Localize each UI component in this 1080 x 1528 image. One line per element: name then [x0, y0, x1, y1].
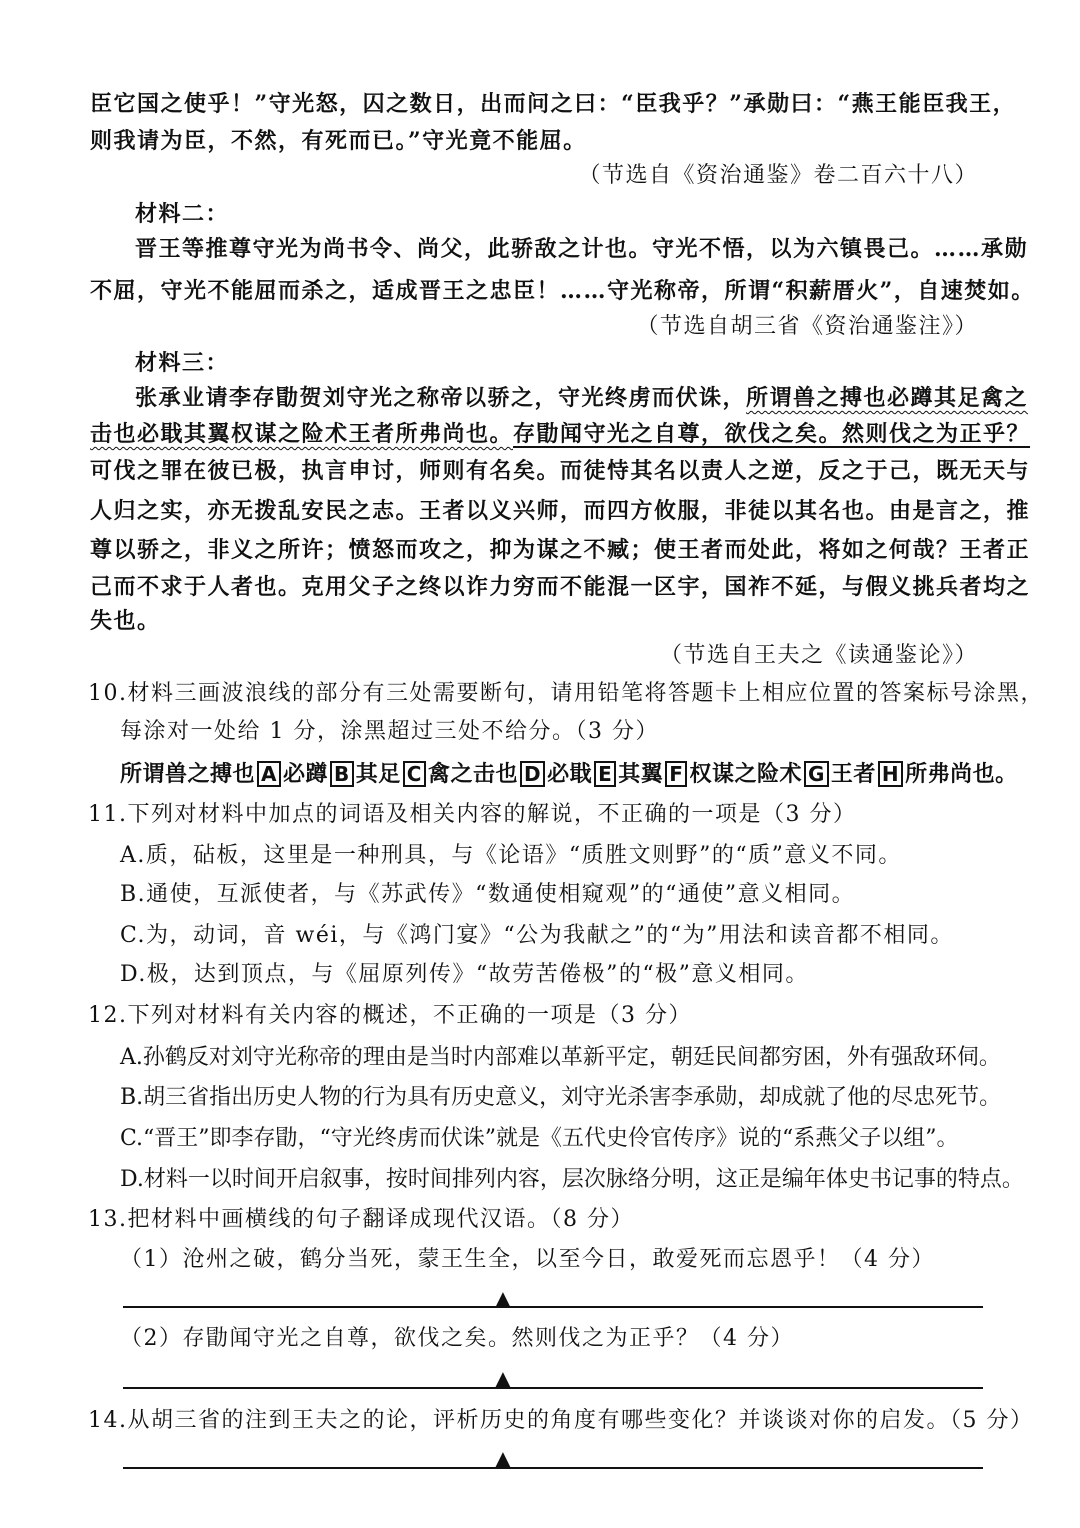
underlined-sentence: 存勖闻守光之自尊，欲伐之矣。然则伐之为正乎？: [513, 421, 1031, 447]
q12-option-d[interactable]: D.材料一以时间开启叙事，按时间排列内容，层次脉络分明，这正是编年体史书记事的特点。: [120, 1167, 1024, 1192]
break-marker-b[interactable]: B: [330, 761, 354, 787]
break-marker-d[interactable]: D: [520, 761, 545, 787]
q12-option-c[interactable]: C.“晋王”即李存勖，“守光终虏而伏诛”就是《五代史伶官传序》说的“系燕父子以组”。: [120, 1126, 959, 1151]
material3-line-3: 可伐之罪在彼已极，执言申讨，师则有名矣。而徒恃其名以责人之逆，反之于己，既无天与: [90, 458, 1031, 484]
q11-option-b[interactable]: B.通使，互派使者，与《苏武传》“数通使相窥观”的“通使”意义相同。: [120, 882, 856, 907]
q14-answer-marker: ▲: [495, 1446, 511, 1470]
q13-sub2-answer-marker: ▲: [495, 1366, 511, 1390]
wavy-passage-part2: 击也必戢其翼权谋之险术王者所弗尚也。: [90, 421, 514, 447]
q10-stem-line-1: 10.材料三画波浪线的部分有三处需要断句，请用铅笔将答题卡上相应位置的答案标号涂黑，: [88, 681, 1044, 706]
material2-source: （节选自胡三省《资治通鉴注》）: [636, 314, 978, 339]
q11-option-d[interactable]: D.极，达到顶点，与《屈原列传》“故劳苦倦极”的“极”意义相同。: [120, 962, 809, 987]
q14-answer-line[interactable]: [123, 1467, 983, 1469]
break-marker-c[interactable]: C: [403, 761, 426, 787]
q13-sub2-answer-line[interactable]: [123, 1387, 983, 1389]
material3-line-6: 己而不求于人者也。克用父子之终以诈力穷而不能混一区宇，国祚不延，与假义挑兵者均之: [90, 574, 1031, 600]
q13-sub-1: （1）沧州之破，鹤分当死，蒙王生全，以至今日，敢爱死而忘恩乎！（4 分）: [120, 1247, 935, 1272]
material3-line-5: 尊以骄之，非义之所许；愤怒而攻之，抑为谋之不臧；使王者而处此，将如之何哉？王者正: [90, 537, 1031, 563]
q12-stem: 12.下列对材料有关内容的概述，不正确的一项是（3 分）: [88, 1003, 692, 1028]
q13-stem: 13.把材料中画横线的句子翻译成现代汉语。（8 分）: [88, 1207, 634, 1232]
q11-stem: 11.下列对材料中加点的词语及相关内容的解说，不正确的一项是（3 分）: [88, 802, 857, 827]
break-marker-e[interactable]: E: [594, 761, 616, 787]
q10-segmented-passage: 所谓兽之搏也 A 必蹲 B 其足 C 禽之击也 D 必戢 E 其翼 F 权谋之险术 G 王者 H 所弗尚也。: [120, 761, 1018, 787]
material3-source: （节选自王夫之《读通鉴论》）: [659, 643, 978, 668]
material1-source: （节选自《资治通鉴》卷二百六十八）: [578, 163, 978, 188]
q11-option-a[interactable]: A.质，砧板，这里是一种刑具，与《论语》“质胜文则野”的“质”意义不同。: [120, 843, 902, 868]
q11-option-c[interactable]: C.为，动词，音 wéi，与《鸿门宴》“公为我献之”的“为”用法和读音都不相同。: [120, 923, 954, 948]
q13-sub-2: （2）存勖闻守光之自尊，欲伐之矣。然则伐之为正乎？（4 分）: [120, 1326, 794, 1351]
q12-option-a[interactable]: A.孙鹤反对刘守光称帝的理由是当时内部难以革新平定，朝廷民间都穷困，外有强敌环伺。: [120, 1045, 1001, 1070]
break-marker-f[interactable]: F: [665, 761, 687, 787]
material2-line-2: 不屈，守光不能屈而杀之，适成晋王之忠臣！……守光称帝，所谓“积薪厝火”，自速焚如。: [90, 278, 1035, 304]
q13-sub1-answer-line[interactable]: [123, 1306, 983, 1308]
material2-line-1: 晋王等推尊守光为尚书令、尚父，此骄敌之计也。守光不悟，以为六镇畏己。……承勋: [135, 236, 1029, 262]
q13-sub1-answer-marker: ▲: [495, 1286, 511, 1310]
break-marker-a[interactable]: A: [257, 761, 281, 787]
q14-stem: 14.从胡三省的注到王夫之的论，评析历史的角度有哪些变化？并谈谈对你的启发。（5 分）: [88, 1408, 1034, 1433]
material3-line-7: 失也。: [90, 608, 161, 634]
break-marker-g[interactable]: G: [804, 761, 829, 787]
material3-line-2: [90, 418, 1031, 450]
q10-stem-line-2: 每涂对一处给 1 分，涂黑超过三处不给分。（3 分）: [120, 719, 659, 744]
material3-line-1: 张承业请李存勖贺刘守光之称帝以骄之，守光终虏而伏诛，所谓兽之搏也必蹲其足禽之: [135, 385, 1029, 411]
material1-line-2: 则我请为臣，不然，有死而已。”守光竟不能屈。: [90, 128, 587, 154]
wavy-passage-part1: 所谓兽之搏也必蹲其足禽之: [746, 385, 1029, 411]
material3-line-4: 人归之实，亦无拨乱安民之志。王者以义兴师，而四方攸服，非徒以其名也。由是言之，推: [90, 498, 1031, 524]
material2-heading: 材料二：: [135, 201, 230, 227]
material1-line-1: 臣它国之使乎！”守光怒，囚之数日，出而问之曰：“臣我乎？”承勋曰：“燕王能臣我王，: [90, 91, 1017, 117]
q12-option-b[interactable]: B.胡三省指出历史人物的行为具有历史意义，刘守光杀害李承勋，却成就了他的尽忠死节。: [120, 1085, 1002, 1110]
break-marker-h[interactable]: H: [878, 761, 903, 787]
material3-heading: 材料三：: [135, 350, 230, 376]
